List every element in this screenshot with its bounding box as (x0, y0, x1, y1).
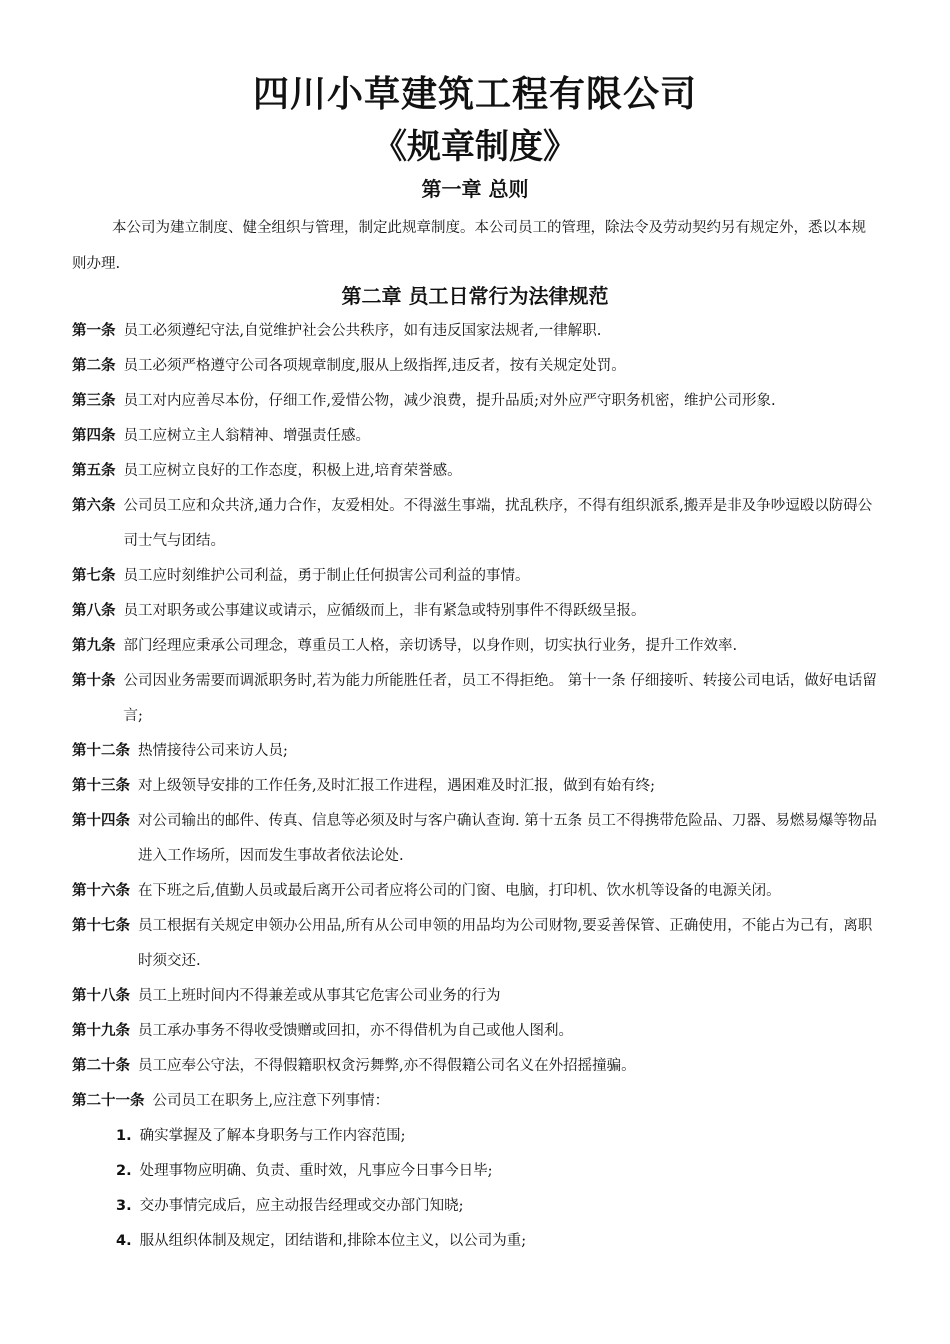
article-label: 第二十一条 (72, 1093, 145, 1109)
list-item-text: 交办事情完成后，应主动报告经理或交办部门知晓; (139, 1198, 464, 1214)
article (72, 594, 882, 629)
article-label: 第八条 (72, 603, 116, 619)
article-list (72, 314, 882, 1259)
article (72, 454, 882, 489)
article-text: 员工应奉公守法，不得假籍职权贪污舞弊,亦不得假籍公司名义在外招摇撞骗。 (138, 1058, 636, 1074)
article-text: 对公司输出的邮件、传真、信息等必须及时与客户确认查询. 第十五条 员工不得携带危险品、刀器、易燃易爆等物品进入工作场所，因而发生事故者依法论处. (138, 813, 877, 864)
chapter-1-paragraph: 本公司为建立制度、健全组织与管理，制定此规章制度。本公司员工的管理，除法令及劳动契约另有规定外，悉以本规则办理. (72, 220, 866, 272)
list-item (116, 1189, 882, 1224)
article-label: 第十九条 (72, 1023, 130, 1039)
article-label: 第七条 (72, 568, 116, 584)
list-item-number: 1. (116, 1128, 132, 1144)
article-label: 第一条 (72, 323, 116, 339)
article-label: 第十二条 (72, 743, 130, 759)
article-text: 员工上班时间内不得兼差或从事其它危害公司业务的行为 (138, 988, 501, 1004)
article-text: 公司员工应和众共济,通力合作，友爱相处。不得滋生事端，扰乱秩序，不得有组织派系,搬弄是非及争吵逗殴以防碍公司士气与团结。 (123, 498, 873, 549)
article-label: 第十条 (72, 673, 116, 689)
article-label: 第十七条 (72, 918, 130, 934)
article-text: 热情接待公司来访人员; (138, 743, 288, 759)
article-label: 第十四条 (72, 813, 130, 829)
article-text: 公司因业务需要而调派职务时,若为能力所能胜任者，员工不得拒绝。 第十一条 仔细接听、转接公司电话，做好电话留言; (123, 673, 877, 724)
article (72, 874, 882, 909)
article-label: 第十三条 (72, 778, 130, 794)
duty-sublist (116, 1119, 882, 1259)
list-item-number: 2. (116, 1163, 132, 1179)
chapter-2-title: 第二章 员工日常行为法律规范 (341, 284, 609, 308)
article-label: 第九条 (72, 638, 116, 654)
article (72, 1084, 882, 1119)
article (72, 419, 882, 454)
article (72, 384, 882, 419)
article (72, 1049, 882, 1084)
list-item-text: 处理事物应明确、负责、重时效，凡事应今日事今日毕; (139, 1163, 493, 1179)
article-label: 第十六条 (72, 883, 130, 899)
list-item (116, 1154, 882, 1189)
article-text: 员工必须严格遵守公司各项规章制度,服从上级指挥,违反者，按有关规定处罚。 (123, 358, 626, 374)
document-title: 《规章制度》 (373, 127, 577, 167)
list-item (116, 1224, 882, 1259)
article (72, 804, 882, 874)
list-item (116, 1119, 882, 1154)
article-text: 对上级领导安排的工作任务,及时汇报工作进程，遇困难及时汇报，做到有始有终; (138, 778, 655, 794)
article-label: 第五条 (72, 463, 116, 479)
article-text: 员工应树立良好的工作态度，积极上进,培育荣誉感。 (123, 463, 462, 479)
article-text: 员工应树立主人翁精神、增强责任感。 (123, 428, 370, 444)
list-item-text: 服从组织体制及规定，团结谐和,排除本位主义，以公司为重; (139, 1233, 527, 1249)
article-label: 第二十条 (72, 1058, 130, 1074)
article (72, 909, 882, 979)
article (72, 314, 882, 349)
list-item-number: 3. (116, 1198, 132, 1214)
article-label: 第四条 (72, 428, 116, 444)
article-text: 员工必须遵纪守法,自觉维护社会公共秩序，如有违反国家法规者,一律解职. (123, 323, 602, 339)
article-text: 员工承办事务不得收受馈赠或回扣，亦不得借机为自己或他人图利。 (138, 1023, 573, 1039)
article (72, 979, 882, 1014)
article (72, 349, 882, 384)
company-name: 四川小草建筑工程有限公司 (252, 74, 697, 115)
chapter-1-title: 第一章 总则 (421, 177, 529, 201)
article-label: 第十八条 (72, 988, 130, 1004)
article (72, 664, 882, 734)
article (72, 629, 882, 664)
article-text: 在下班之后,值勤人员或最后离开公司者应将公司的门窗、电脑，打印机、饮水机等设备的电源关闭。 (138, 883, 781, 899)
article-text: 员工应时刻维护公司利益，勇于制止任何损害公司利益的事情。 (123, 568, 530, 584)
article (72, 734, 882, 769)
article-text: 公司员工在职务上,应注意下列事情： (152, 1093, 390, 1109)
article-text: 部门经理应秉承公司理念，尊重员工人格，亲切诱导，以身作则，切实执行业务，提升工作效率. (123, 638, 738, 654)
article-text: 员工对内应善尽本份，仔细工作,爱惜公物，减少浪费，提升品质;对外应严守职务机密，维护公司形象. (123, 393, 776, 409)
article-label: 第二条 (72, 358, 116, 374)
article (72, 559, 882, 594)
article (72, 769, 882, 804)
list-item-number: 4. (116, 1233, 132, 1249)
list-item-text: 确实掌握及了解本身职务与工作内容范围; (139, 1128, 406, 1144)
article-text: 员工对职务或公事建议或请示，应循级而上，非有紧急或特别事件不得跃级呈报。 (123, 603, 646, 619)
article (72, 489, 882, 559)
article-text: 员工根据有关规定申领办公用品,所有从公司申领的用品均为公司财物,要妥善保管、正确使用，不能占为己有，离职时须交还. (138, 918, 873, 969)
article-label: 第六条 (72, 498, 116, 514)
article-label: 第三条 (72, 393, 116, 409)
article (72, 1014, 882, 1049)
